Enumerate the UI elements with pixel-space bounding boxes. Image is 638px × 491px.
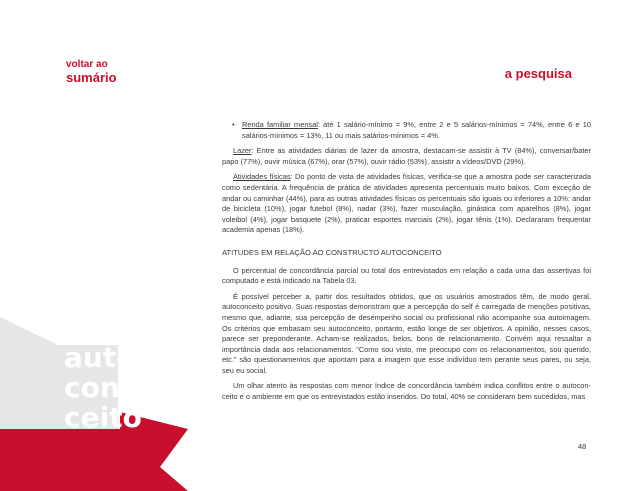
- bullet-icon: •: [232, 120, 235, 129]
- term-physical-activity: Atividades físicas: [233, 172, 291, 182]
- back-link-label: sumário: [66, 70, 117, 85]
- bullet-income: [222, 120, 591, 141]
- logo-text-line3: ceito: [64, 401, 142, 434]
- paragraph-2: É possível perceber a, partir dos resultados obtidos, que os usuários amostrados têm, de modo geral, autoconceito positivo. Suas respostas demonstram que a percepção do self é carregada de menções positivas, mesmo que, adiante, sua percepção de desempenho social ou profissional não acompanhe sua autoimagem. Os critérios que embasam seu autoconceito, portanto, estão longe de ser objetivos. A opinião, nesses casos, parece ser preponderante. Acham-se realizados, belos, bons de relacionamento. Convém aqui ressaltar a importância dada aos relacionamentos. "Como sou visto, me preocupo com os relacionamentos, sou querido, etc." são questionamentos que apontam para a imagem que esse indivíduo tem perante seus pares, ou seja, seu eu social.: [222, 291, 591, 375]
- autoconceito-logo: [0, 317, 190, 491]
- leisure-text: : Entre as atividades diárias de lazer da amostra, destacam-se assistir à TV (84%), conversar/bater papo (77%), ouvir música (67%), orar (57%), ouvir rádio (53%), assistir a vídeos/DVD (29%).: [222, 146, 591, 166]
- paragraph-leisure: [222, 146, 591, 167]
- section-title: a pesquisa: [504, 66, 572, 81]
- paragraph-physical-activity: [222, 172, 591, 236]
- paragraph-3: Um olhar atento às respostas com menor índice de concordância também indica conflitos entre o autocon- ceito e o ambiente em que os entrevistados estão inseridos. Do total, 40% se consideram bem sucedidos, mas: [222, 381, 591, 402]
- main-text: [222, 120, 591, 408]
- logo-graphic: [0, 317, 190, 491]
- term-leisure: Lazer: [233, 146, 252, 156]
- income-text: : até 1 salário-mínimo = 9%, entre 2 e 5 salários-mínimos = 74%, entre 6 e 10 salários-mínimos = 13%, 11 ou mais salários-mínimos = 4%.: [242, 120, 592, 140]
- back-link-prefix: voltar ao: [66, 59, 108, 70]
- logo-text-line1: auto: [64, 341, 136, 374]
- back-to-summary-link[interactable]: [66, 60, 117, 85]
- logo-text-line2: con: [64, 371, 120, 404]
- physical-activity-text: : Do ponto de vista de atividades físicas, verifica-se que a amostra pode ser caracterizada como sedentária. A frequência de prática de atividades apresenta percentuais muito baixos. Com exceção de andar ou caminhar (44%), para as outras atividades físicas os percentuais são iguais ou inferiores a 10%: andar de bicicleta (10%), jogar futebol (8%), nadar (3%), fazer musculação, ginástica com aparelhos (8%), jogar voleibol (4%), jogar basquete (2%), praticar esportes marciais (2%), jogar tênis (1%). Declararam frequentar academia apenas (18%).: [222, 172, 591, 235]
- term-income: Renda familiar mensal: [242, 120, 318, 129]
- paragraph-1: O percentual de concordância parcial ou total dos entrevistados em relação a cada uma das assertivas foi computado e está indicado na Tabela 03.: [222, 265, 591, 286]
- section-heading: ATITUDES EM RELAÇÃO AO CONSTRUCTO AUTOCONCEITO: [222, 247, 442, 257]
- page-number: 48: [578, 442, 587, 451]
